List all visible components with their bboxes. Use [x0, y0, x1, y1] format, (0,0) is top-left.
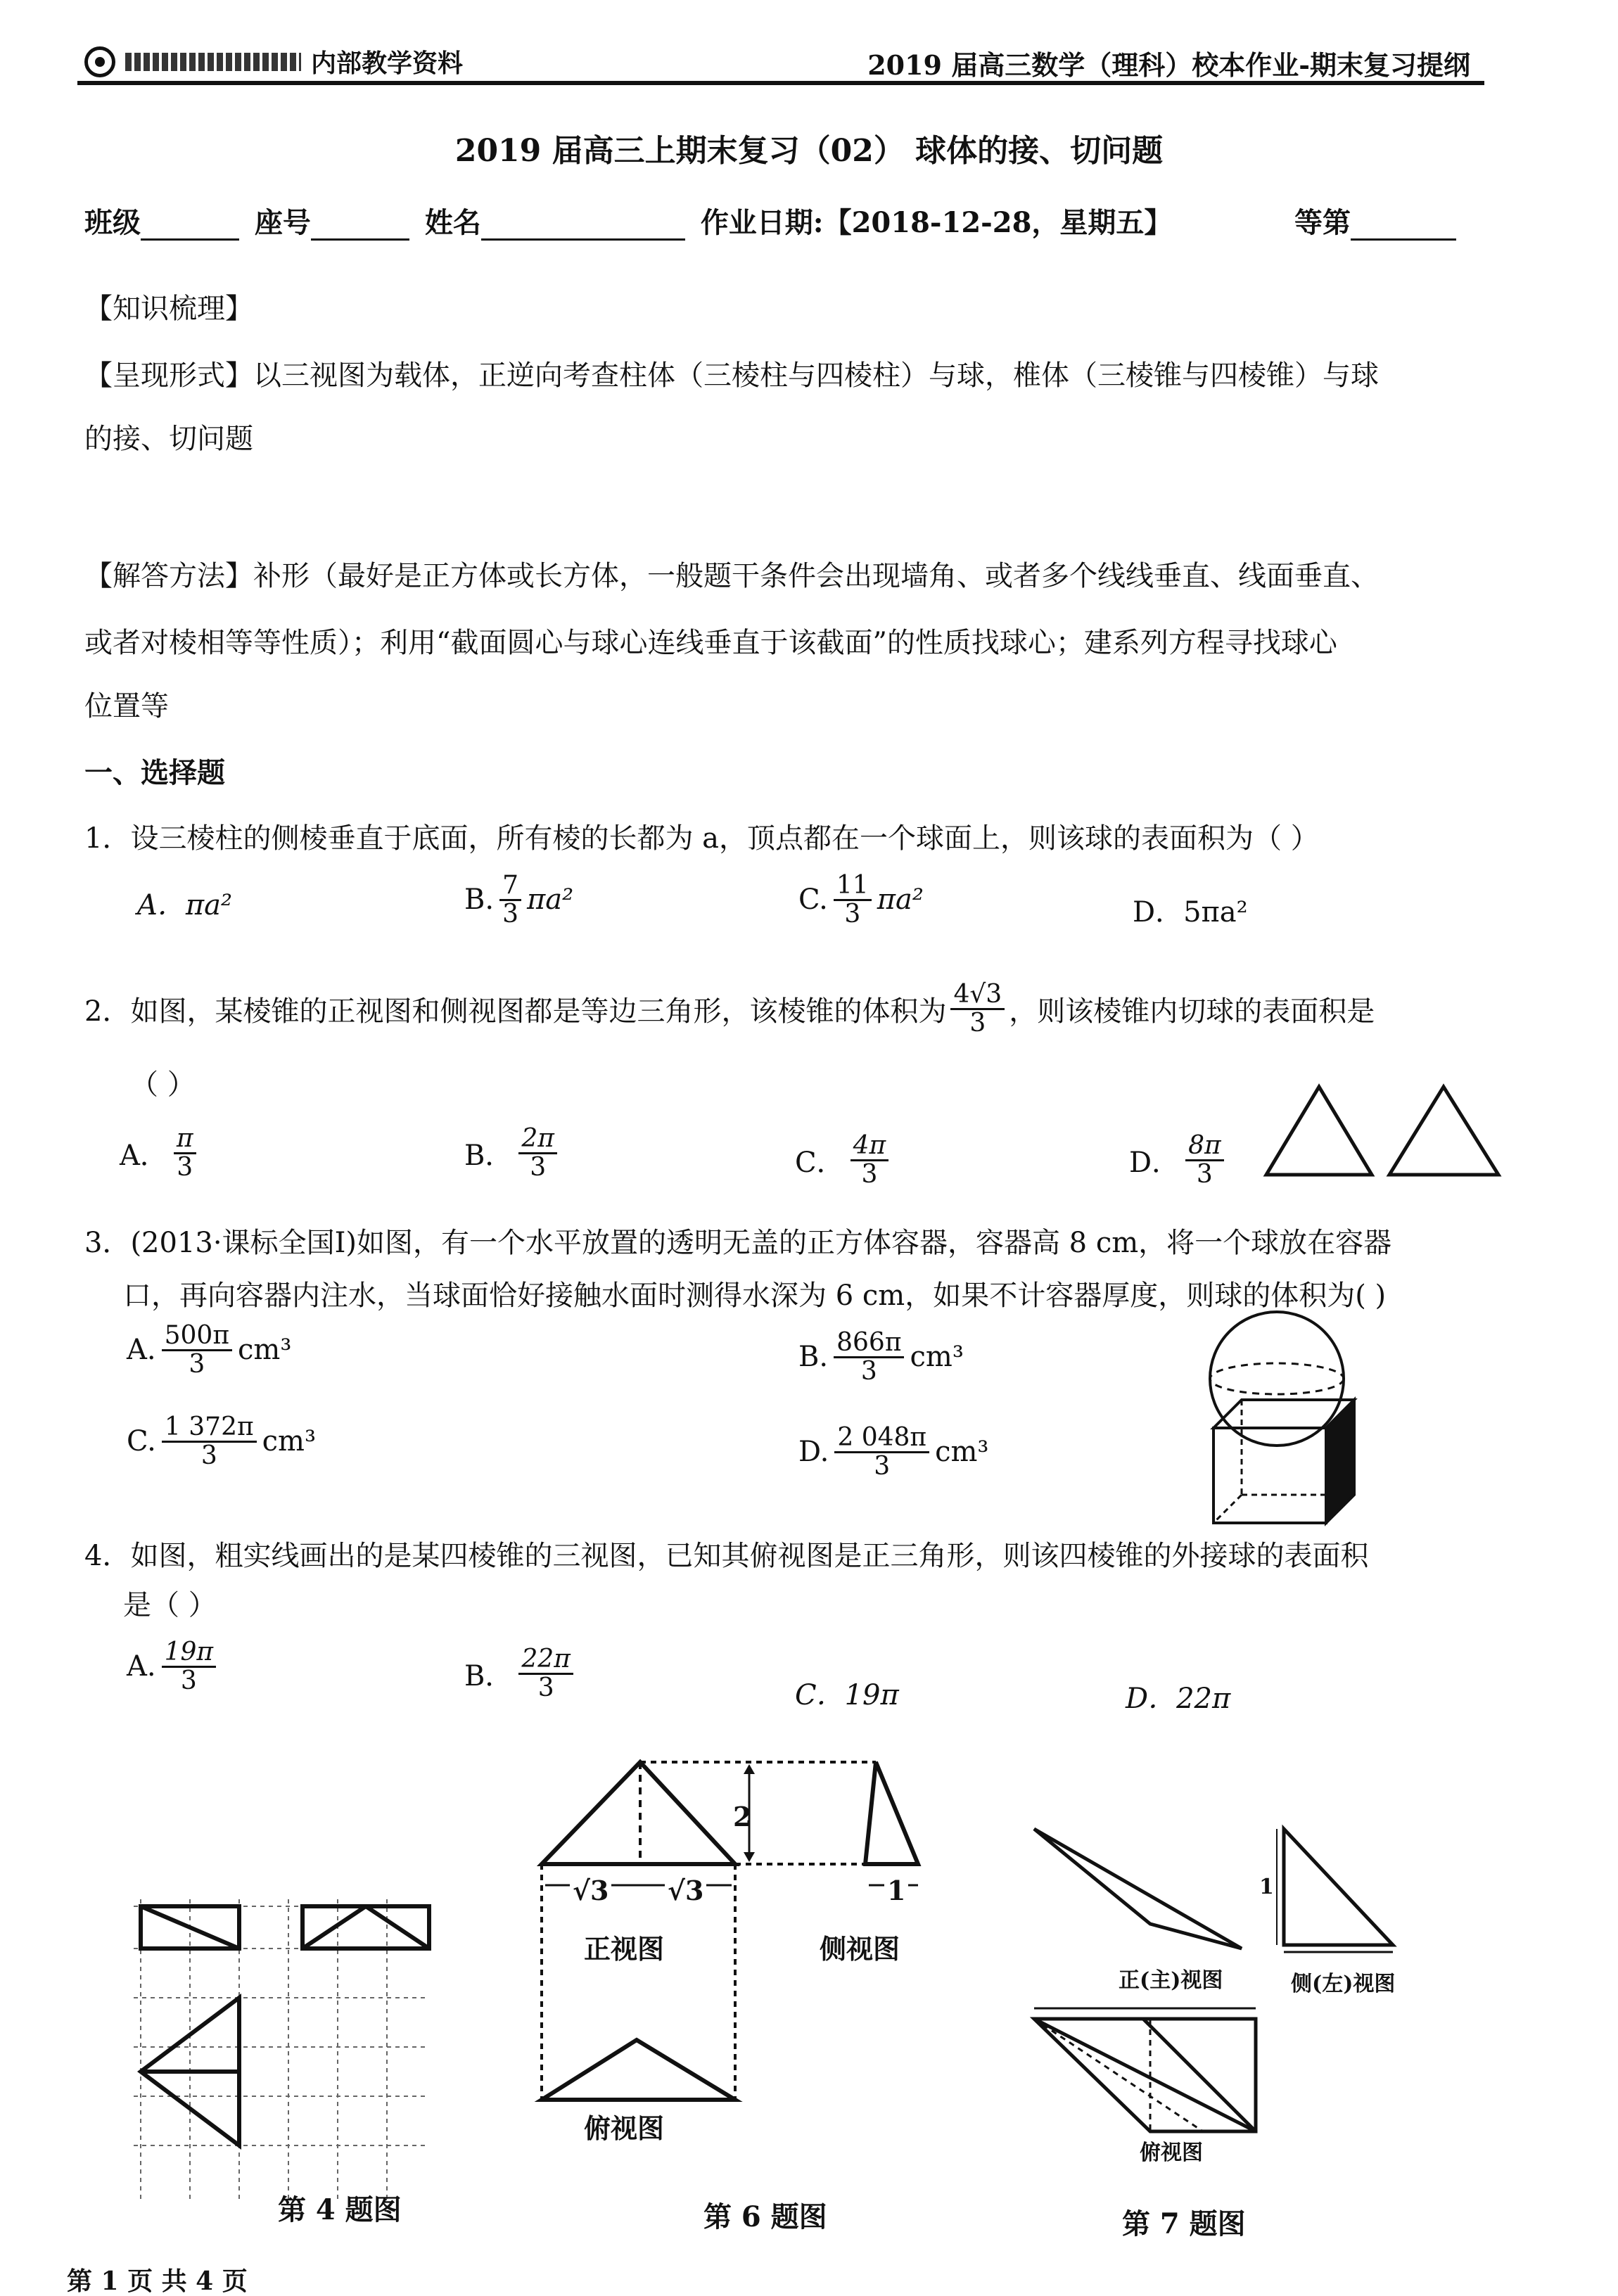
- date-text: 作业日期:【2018-12-28，星期五】: [700, 206, 1173, 239]
- q3-b-num: 866π: [834, 1329, 904, 1358]
- q1-text: 1．设三棱柱的侧棱垂直于底面，所有棱的长都为 a，顶点都在一个球面上，则该球的表面积为（ ）: [84, 822, 1319, 855]
- fig4-side-view: [302, 1906, 429, 1949]
- sphere: [1210, 1312, 1344, 1446]
- school-label: 内部教学资料: [311, 49, 464, 78]
- fig4-caption: 第 4 题图: [278, 2193, 402, 2226]
- q4-option-a[interactable]: [127, 1639, 216, 1695]
- q4-a-num: 19π: [162, 1639, 216, 1668]
- q2-option-a[interactable]: [120, 1125, 196, 1181]
- method-line-2: 或者对棱相等等性质）；利用“截面圆心与球心连线垂直于该截面”的性质找球心；建系列方程寻找球心: [84, 627, 1337, 659]
- class-label: 班级: [84, 206, 141, 239]
- fig7-side-view: [1284, 1829, 1393, 1945]
- name-label: 姓名: [424, 206, 481, 239]
- page-title: 2019 届高三上期末复习（02） 球体的接、切问题: [454, 133, 1164, 169]
- q3-option-b[interactable]: [798, 1329, 964, 1385]
- q2-a-frac: [174, 1125, 196, 1181]
- fig4-three-views: [134, 1899, 443, 2209]
- q3-d-den: 3: [874, 1451, 891, 1481]
- school-name-script: [125, 53, 301, 71]
- q1-b-tail: πa²: [527, 884, 574, 917]
- fig6-side-seg-label: 1: [884, 1875, 908, 1906]
- sphere-equator: [1210, 1363, 1344, 1394]
- q3-a-frac: [162, 1322, 232, 1378]
- q3-c-frac: [162, 1414, 257, 1469]
- q2-option-d[interactable]: [1129, 1133, 1224, 1188]
- q1-c-frac: [834, 872, 872, 928]
- fig6-side-view: [865, 1762, 918, 1864]
- q1-b-frac: [499, 872, 521, 928]
- method-line-3: 位置等: [84, 690, 169, 722]
- fig6-top-caption: 俯视图: [584, 2112, 665, 2144]
- name-field[interactable]: [481, 212, 685, 241]
- q2-d-num: 8π: [1185, 1133, 1224, 1161]
- q4-b-label: B．: [464, 1659, 514, 1692]
- fig6-seg1-label: √3: [570, 1875, 611, 1906]
- q3-b-unit: cm³: [910, 1341, 964, 1374]
- q1-option-a[interactable]: [137, 883, 232, 923]
- page-footer: 第 1 页 共 4 页: [67, 2266, 248, 2296]
- q3-line-1: 3．(2013·课标全国Ⅰ)如图，有一个水平放置的透明无盖的正方体容器，容器高 8 cm，将一个球放在容器: [84, 1227, 1392, 1259]
- q2-c-frac: [851, 1133, 889, 1188]
- q3-d-frac: [834, 1424, 929, 1480]
- q4-b-num: 22π: [518, 1646, 573, 1675]
- q2-b-den: 3: [530, 1152, 547, 1182]
- q3-c-num: 1 372π: [162, 1414, 257, 1443]
- fig4-side-diagonal-1: [302, 1906, 366, 1949]
- q1-c-den: 3: [844, 899, 861, 929]
- q3-a-den: 3: [189, 1349, 205, 1379]
- fig7-top-diag-2: [1143, 2019, 1256, 2131]
- q3-a-unit: cm³: [237, 1334, 292, 1367]
- q3-c-unit: cm³: [262, 1425, 317, 1458]
- q4-a-frac: [162, 1639, 216, 1695]
- q1-b-den: 3: [502, 899, 519, 929]
- q3-option-a[interactable]: [127, 1322, 291, 1378]
- q4-option-d[interactable]: [1126, 1676, 1230, 1716]
- cube-front-face: [1214, 1428, 1326, 1523]
- fig7-top-dash-2: [1034, 2019, 1203, 2131]
- fig6-side-caption: 侧视图: [820, 1933, 900, 1965]
- fig6-seg2-label: √3: [665, 1875, 706, 1906]
- fig7-front-caption: 正(主)视图: [1119, 1968, 1223, 1993]
- doc-title: 2019 届高三数学（理科）校本作业-期末复习提纲: [867, 49, 1470, 81]
- q2-a-label: A．: [120, 1139, 168, 1172]
- grade-field[interactable]: [1351, 212, 1456, 241]
- method-line-1: 【解答方法】补形（最好是正方体或长方体，一般题干条件会出现墙角、或者多个线线垂直、线面垂直、: [84, 560, 1379, 592]
- q3-b-den: 3: [860, 1356, 877, 1386]
- grade-line: [1294, 200, 1456, 241]
- q2-text-pre: 2．如图，某棱锥的正视图和侧视图都是等边三角形，该棱锥的体积为: [84, 995, 947, 1028]
- fig6-height-arrowhead-bottom: [744, 1852, 755, 1862]
- seat-label: 座号: [254, 206, 311, 239]
- fig6-front-caption: 正视图: [584, 1933, 665, 1965]
- cube-hidden-edge-3: [1214, 1495, 1242, 1523]
- q2-b-frac: [518, 1125, 557, 1181]
- q2-paren: （ ）: [130, 1069, 196, 1101]
- knowledge-heading: 【知识梳理】: [84, 293, 253, 325]
- fig6-height-arrowhead-top: [744, 1764, 755, 1774]
- q3-c-label: C.: [127, 1425, 156, 1458]
- q2-front-view-triangle: [1266, 1087, 1372, 1175]
- q3-b-label: B.: [798, 1341, 829, 1374]
- seat-field[interactable]: [311, 212, 409, 241]
- fig7-side-caption: 侧(左)视图: [1291, 1972, 1396, 1996]
- q2-option-b[interactable]: [464, 1125, 557, 1181]
- fig6-front-view: [542, 1762, 735, 1864]
- class-field[interactable]: [141, 212, 239, 241]
- q4-option-b[interactable]: [464, 1646, 573, 1702]
- q4-line-2: 是（ ）: [123, 1589, 217, 1621]
- fig7-top-diag-1: [1034, 2019, 1256, 2131]
- q2-a-den: 3: [177, 1152, 193, 1182]
- q2-text: [84, 981, 1375, 1037]
- fig6-top-view: [542, 2040, 735, 2100]
- school-logo-icon: [84, 46, 115, 77]
- q3-d-label: D.: [798, 1436, 829, 1469]
- q2-c-num: 4π: [851, 1133, 889, 1161]
- q2-b-label: B．: [464, 1139, 514, 1172]
- q2-d-label: D．: [1129, 1146, 1180, 1179]
- fig6-caption: 第 6 题图: [703, 2200, 827, 2233]
- q3-a-label: A.: [127, 1334, 156, 1367]
- q2-views-figure: [1259, 1083, 1512, 1182]
- q3-cube-sphere-figure: [1210, 1305, 1365, 1530]
- q3-c-den: 3: [200, 1441, 217, 1470]
- q1-option-c[interactable]: [798, 872, 924, 928]
- q1-d-text: D．5πa²: [1133, 896, 1248, 929]
- fig7-front-view: [1034, 1829, 1242, 1949]
- q4-a-den: 3: [180, 1666, 197, 1695]
- q1-b-num: 7: [499, 872, 521, 901]
- q4-a-label: A.: [127, 1650, 156, 1683]
- fig4-side-diagonal-2: [366, 1906, 429, 1949]
- q1-option-b[interactable]: [464, 872, 573, 928]
- fig7-caption: 第 7 题图: [1122, 2207, 1246, 2240]
- q2-text-post: ，则该棱锥内切球的表面积是: [1009, 995, 1375, 1028]
- q1-b-label: B.: [464, 884, 495, 917]
- q2-c-den: 3: [861, 1159, 878, 1189]
- q2-vol-den: 3: [969, 1008, 986, 1038]
- q1-option-d[interactable]: [1133, 890, 1248, 930]
- form-line-1: 【呈现形式】以三视图为载体，正逆向考查柱体（三棱柱与四棱柱）与球，椎体（三棱锥与四棱锥）与球: [84, 359, 1379, 392]
- q3-d-unit: cm³: [935, 1436, 989, 1469]
- q4-c-text: C．19π: [795, 1679, 899, 1711]
- q1-a-text: A．πa²: [137, 889, 233, 921]
- fig7-top-caption: 俯视图: [1140, 2141, 1203, 2165]
- q4-b-frac: [518, 1646, 573, 1702]
- q1-c-label: C.: [798, 884, 828, 917]
- fig6-height-label: 2: [733, 1801, 752, 1832]
- q2-volume-frac: [950, 981, 1005, 1037]
- q3-b-frac: [834, 1329, 904, 1385]
- header-rule: [77, 81, 1484, 85]
- q4-line-1: 4．如图，粗实线画出的是某四棱锥的三视图，已知其俯视图是正三角形，则该四棱锥的外接球的表面积: [84, 1540, 1369, 1572]
- q1-c-tail: πa²: [877, 884, 924, 917]
- q3-option-d[interactable]: [798, 1424, 988, 1480]
- form-line-2: 的接、切问题: [84, 423, 253, 455]
- q2-d-frac: [1185, 1133, 1224, 1188]
- q4-option-c[interactable]: [795, 1673, 899, 1713]
- info-line: [84, 200, 1172, 241]
- grade-label: 等第: [1294, 206, 1351, 239]
- header-left: [84, 44, 463, 79]
- q2-b-num: 2π: [518, 1125, 557, 1154]
- fig7-side-height-label: 1: [1259, 1875, 1274, 1899]
- q3-line-2: 口，再向容器内注水，当球面恰好接触水面时测得水深为 6 cm，如果不计容器厚度，则球的体积为( ): [123, 1280, 1387, 1312]
- section-heading: 一、选择题: [84, 756, 225, 789]
- q4-b-den: 3: [537, 1673, 554, 1702]
- q3-a-num: 500π: [162, 1322, 232, 1351]
- q3-d-num: 2 048π: [834, 1424, 929, 1453]
- q1-c-num: 11: [834, 872, 872, 901]
- q2-side-view-triangle: [1389, 1087, 1498, 1175]
- q2-d-den: 3: [1196, 1159, 1213, 1189]
- q3-option-c[interactable]: [127, 1414, 316, 1469]
- q2-option-c[interactable]: [795, 1133, 888, 1188]
- q2-vol-num: 4√3: [950, 981, 1005, 1010]
- q2-c-label: C．: [795, 1146, 845, 1179]
- q2-a-num: π: [174, 1125, 196, 1154]
- q4-d-text: D．22π: [1126, 1683, 1231, 1715]
